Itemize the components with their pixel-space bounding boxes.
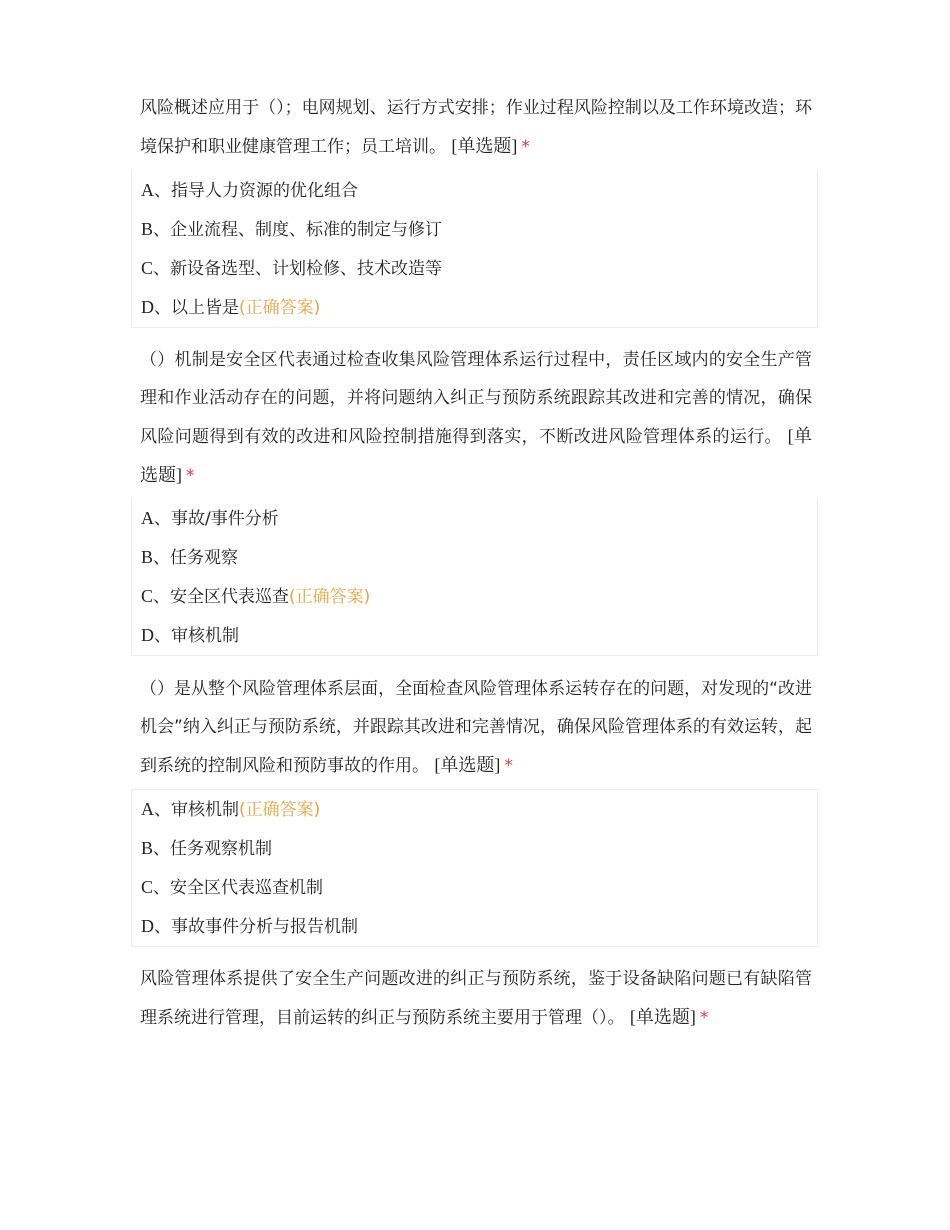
question-3-type: [单选题]: [434, 755, 501, 775]
question-1-options: [131, 171, 818, 328]
question-1-option-a: A、指导人力资源的优化组合: [141, 180, 358, 201]
question-3-option-b: B、任务观察机制: [141, 838, 273, 859]
question-4-required-mark: *: [699, 1008, 709, 1028]
question-3-stem: [140, 670, 812, 785]
correct-answer-label: (正确答案): [289, 587, 371, 607]
question-2-text: （）机制是安全区代表通过检查收集风险管理体系运行过程中，责任区域内的安全生产管理和作业活动存在的问题，并将问题纳入纠正与预防系统跟踪其改进和完善的情况，确保风险问题得到有效的改进和风险控制措施得到落实，不断改进风险管理体系的运行。: [140, 350, 812, 447]
question-1-required-mark: *: [521, 137, 530, 157]
question-2-stem: [140, 341, 812, 495]
question-2-required-mark: *: [186, 466, 195, 486]
question-1-option-d: D、以上皆是(正确答案): [141, 297, 321, 318]
question-2-option-a: A、事故/事件分析: [141, 508, 279, 529]
question-1-option-b: B、企业流程、制度、标准的制定与修订: [141, 219, 443, 240]
question-3-text: （）是从整个风险管理体系层面，全面检查风险管理体系运转存在的问题，对发现的“改进机会”纳入纠正与预防系统，并跟踪其改进和完善情况，确保风险管理体系的有效运转，起到系统的控制风险和预防事故的作用。: [140, 679, 812, 776]
question-2-option-b: B、任务观察: [141, 547, 239, 568]
question-2-type: [单选题]: [140, 426, 813, 485]
question-3-required-mark: *: [504, 756, 513, 776]
question-1-stem: [140, 89, 812, 166]
question-4-text: 风险管理体系提供了安全生产问题改进的纠正与预防系统，鉴于设备缺陷问题已有缺陷管理系统进行管理，目前运转的纠正与预防系统主要用于管理（）。: [140, 969, 812, 1028]
correct-answer-label: (正确答案): [239, 298, 321, 318]
question-1-option-c: C、新设备选型、计划检修、技术改造等: [141, 258, 443, 279]
correct-answer-label: (正确答案): [239, 800, 321, 820]
question-2-options: [131, 499, 818, 656]
question-2-option-d: D、审核机制: [141, 625, 239, 646]
question-3-option-d: D、事故事件分析与报告机制: [141, 916, 358, 937]
question-3-options: [131, 789, 818, 947]
question-4-stem: [140, 960, 812, 1037]
question-3-option-a: A、审核机制(正确答案): [141, 799, 321, 820]
question-2-option-c: C、安全区代表巡查(正确答案): [141, 586, 371, 607]
question-4-type: [单选题]: [629, 1007, 696, 1027]
question-1-type: [单选题]: [451, 136, 518, 156]
question-3-option-c: C、安全区代表巡查机制: [141, 877, 324, 898]
question-1-text: 风险概述应用于（）；电网规划、运行方式安排；作业过程风险控制以及工作环境改造；环境保护和职业健康管理工作；员工培训。: [140, 98, 812, 157]
